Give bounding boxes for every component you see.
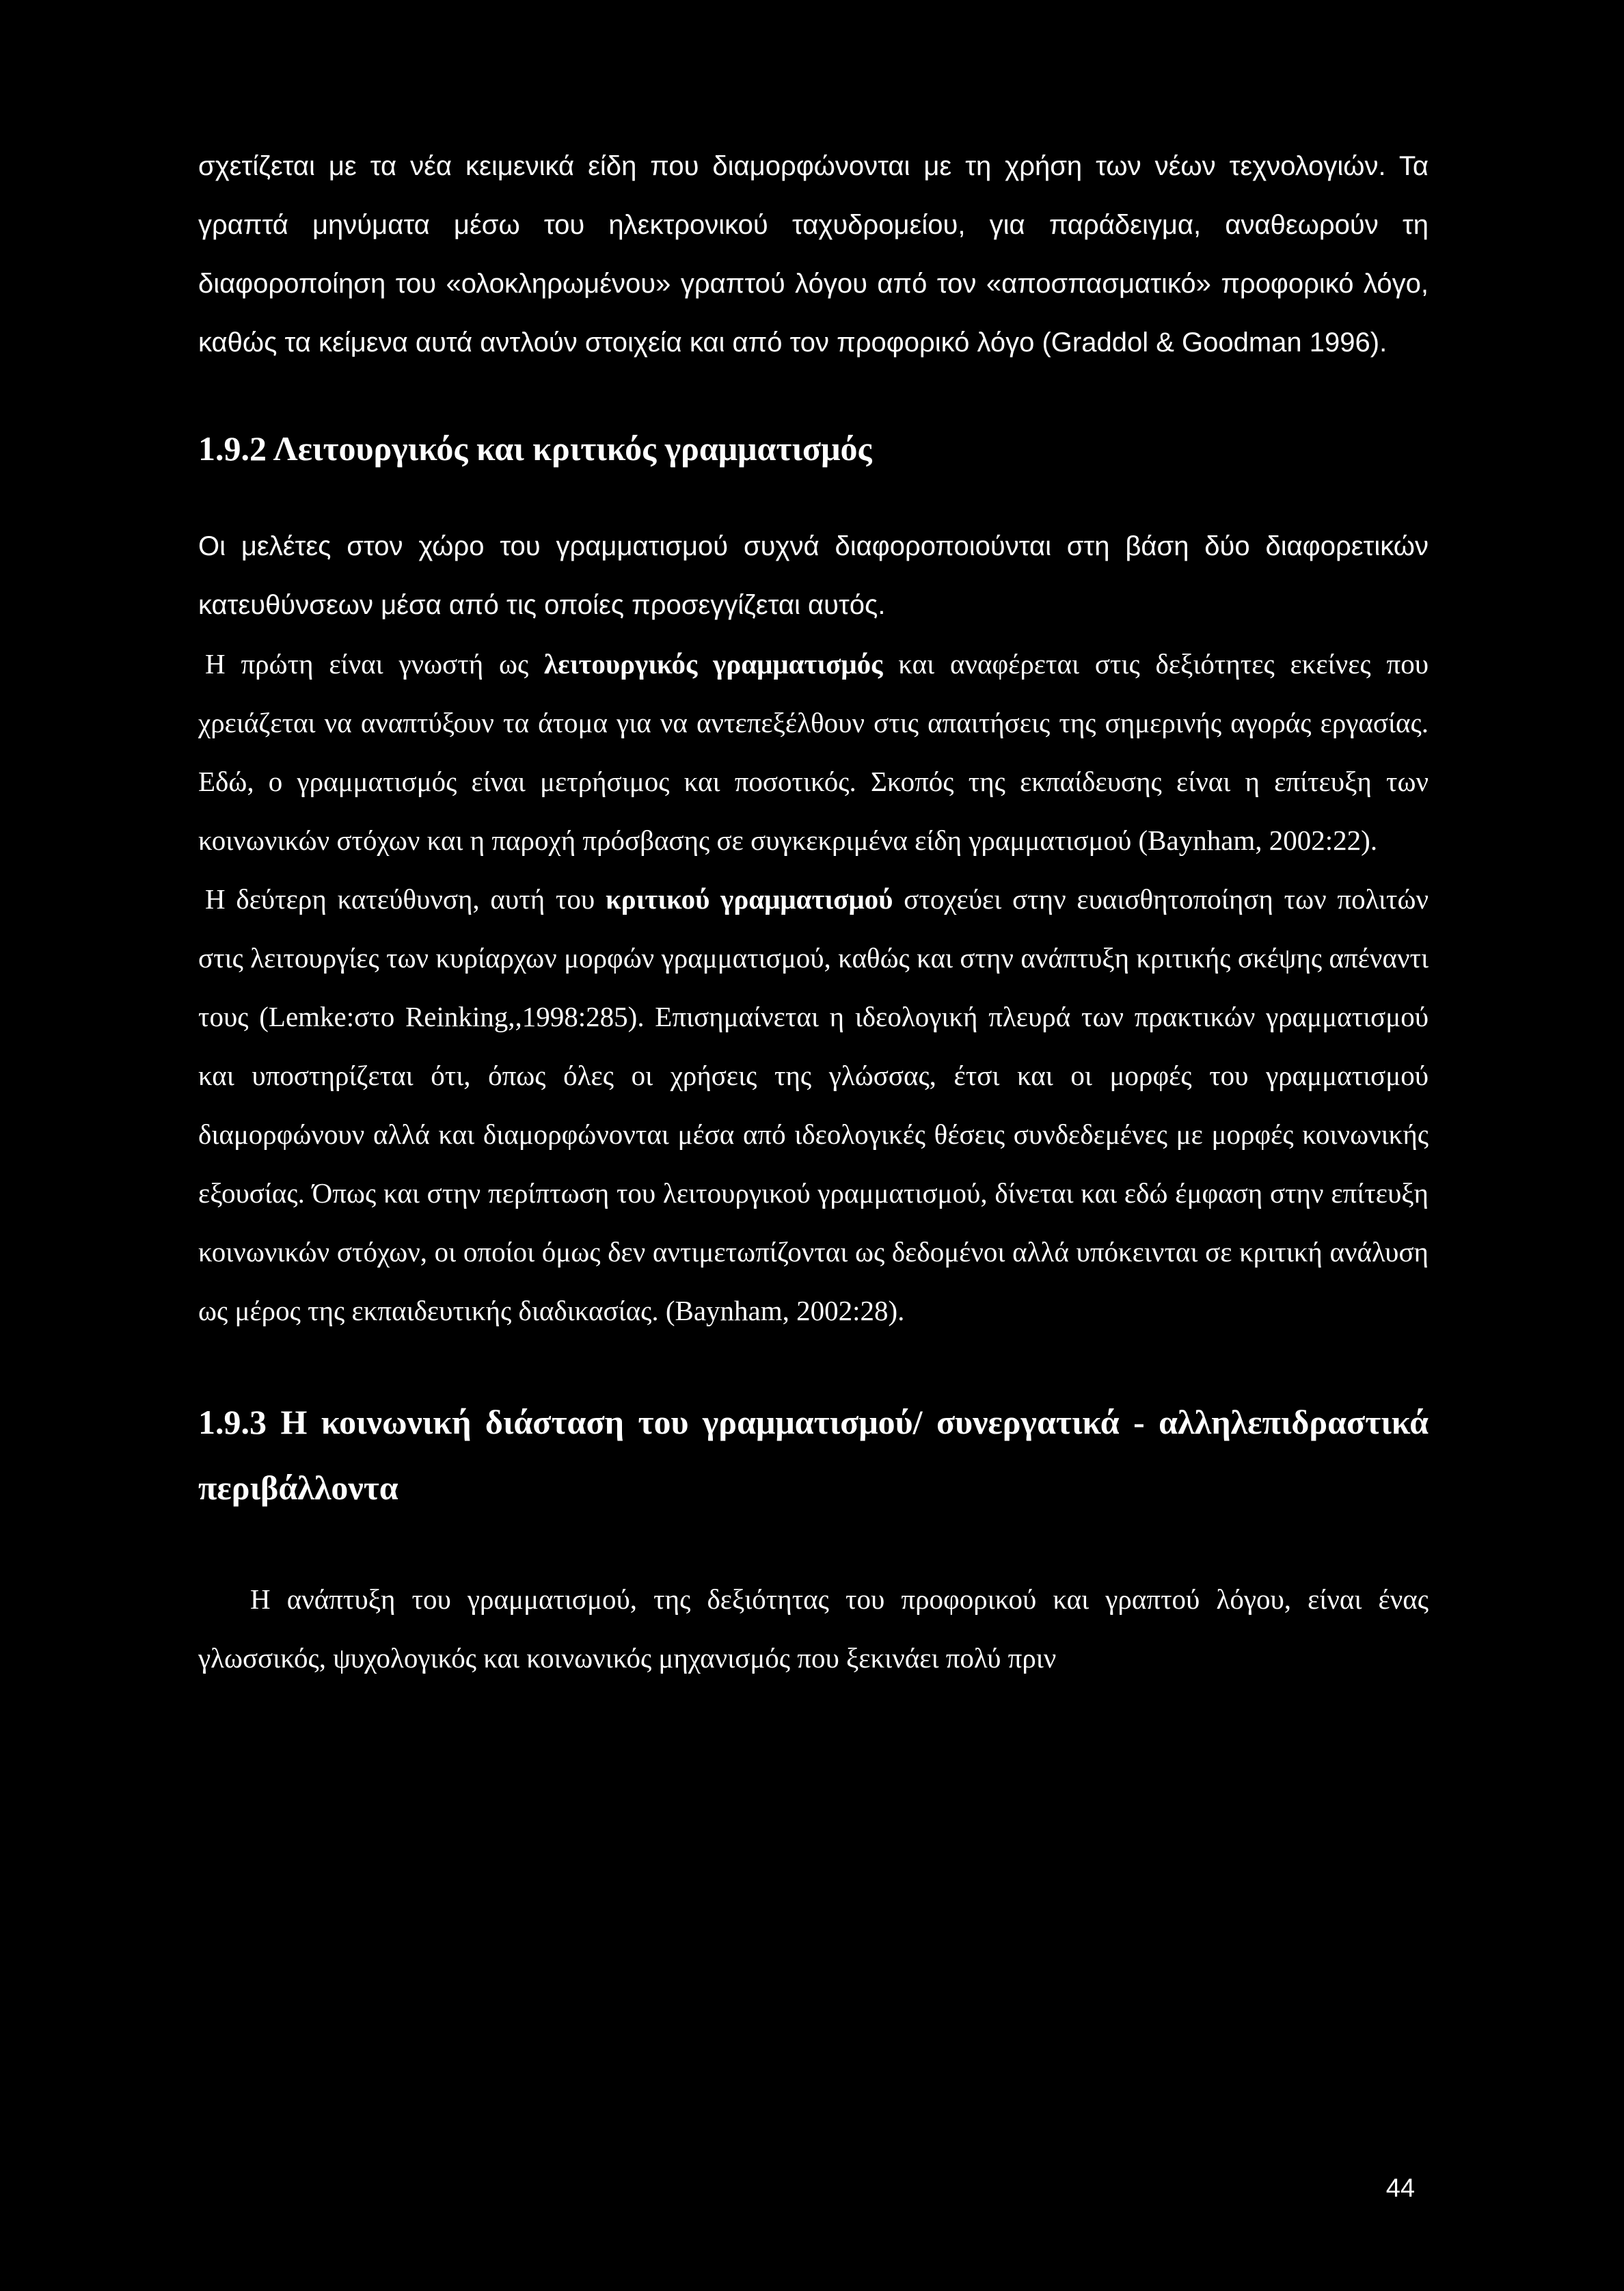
term-critical-literacy: κριτικού γραμματισμού bbox=[605, 883, 893, 915]
text-run: Η δεύτερη κατεύθυνση, αυτή του bbox=[205, 883, 606, 915]
page-number: 44 bbox=[1385, 2174, 1415, 2203]
text-run: Η πρώτη είναι γνωστή ως bbox=[205, 648, 545, 680]
paragraph-digital-texts: σχετίζεται με τα νέα κειμενικά είδη που διαμορφώνονται με τη χρήση των νέων τεχνολογιών. Τα γραπτά μηνύματα μέσω του ηλεκτρονικού ταχυδρομείου, για παράδειγμα, αναθεωρούν τη διαφοροποίηση του «ολοκληρωμένου» γραπτού λόγου από τον «αποσπασματικό» προφορικό λόγο, καθώς τα κείμενα αυτά αντλούν στοιχεία και από τον προφορικό λόγο (Graddol & Goodman 1996). bbox=[198, 151, 1429, 358]
paragraph-critical-literacy bbox=[198, 870, 1429, 1340]
document-page bbox=[198, 137, 1429, 1687]
paragraph-literacy-development: Η ανάπτυξη του γραμματισμού, της δεξιότητας του προφορικού και γραπτού λόγου, είναι ένας γλωσσικός, ψυχολογικός και κοινωνικός μηχανισμός που ξεκινάει πολύ πριν bbox=[198, 1583, 1429, 1674]
paragraph-functional-literacy bbox=[198, 634, 1429, 870]
section-heading-1-9-2: 1.9.2 Λειτουργικός και κριτικός γραμματισμός bbox=[198, 429, 872, 468]
text-run: και αναφέρεται στις δεξιότητες εκείνες που χρειάζεται να αναπτύξουν τα άτομα για να αντεπεξέλθουν στις απαιτήσεις της σημερινής αγοράς εργασίας. Εδώ, ο γραμματισμός είναι μετρήσιμος και ποσοτικός. Σκοπός της εκπαίδευσης είναι η επίτευξη των κοινωνικών στόχων και η παροχή πρόσβασης σε συγκεκριμένα είδη γραμματισμού (Baynham, 2002:22). bbox=[198, 648, 1429, 856]
section-heading-1-9-3: 1.9.3 Η κοινωνική διάσταση του γραμματισμού/ συνεργατικά - αλληλεπιδραστικά περιβάλλοντα bbox=[198, 1403, 1429, 1507]
text-run: στοχεύει στην ευαισθητοποίηση των πολιτών στις λειτουργίες των κυρίαρχων μορφών γραμματισμού, καθώς και στην ανάπτυξη κριτικής σκέψης απέναντι τους (Lemke:στο Reinking,,1998:285). Επισημαίνεται η ιδεολογική πλευρά των πρακτικών γραμματισμού και υποστηρίζεται ότι, όπως όλες οι χρήσεις της γλώσσας, έτσι και οι μορφές του γραμματισμού διαμορφώνουν αλλά και διαμορφώνονται μέσα από ιδεολογικές θέσεις συνδεδεμένες με μορφές κοινωνικής εξουσίας. Όπως και στην περίπτωση του λειτουργικού γραμματισμού, δίνεται και εδώ έμφαση στην επίτευξη κοινωνικών στόχων, οι οποίοι όμως δεν αντιμετωπίζονται ως δεδομένοι αλλά υπόκεινται σε κριτική ανάλυση ως μέρος της εκπαιδευτικής διαδικασίας. (Baynham, 2002:28). bbox=[198, 883, 1429, 1326]
paragraph-literacy-directions: Οι μελέτες στον χώρο του γραμματισμού συχνά διαφοροποιούνται στη βάση δύο διαφορετικών κατευθύνσεων μέσα από τις οποίες προσεγγίζεται αυτός. bbox=[198, 531, 1429, 620]
term-functional-literacy: λειτουργικός γραμματισμός bbox=[544, 648, 883, 680]
